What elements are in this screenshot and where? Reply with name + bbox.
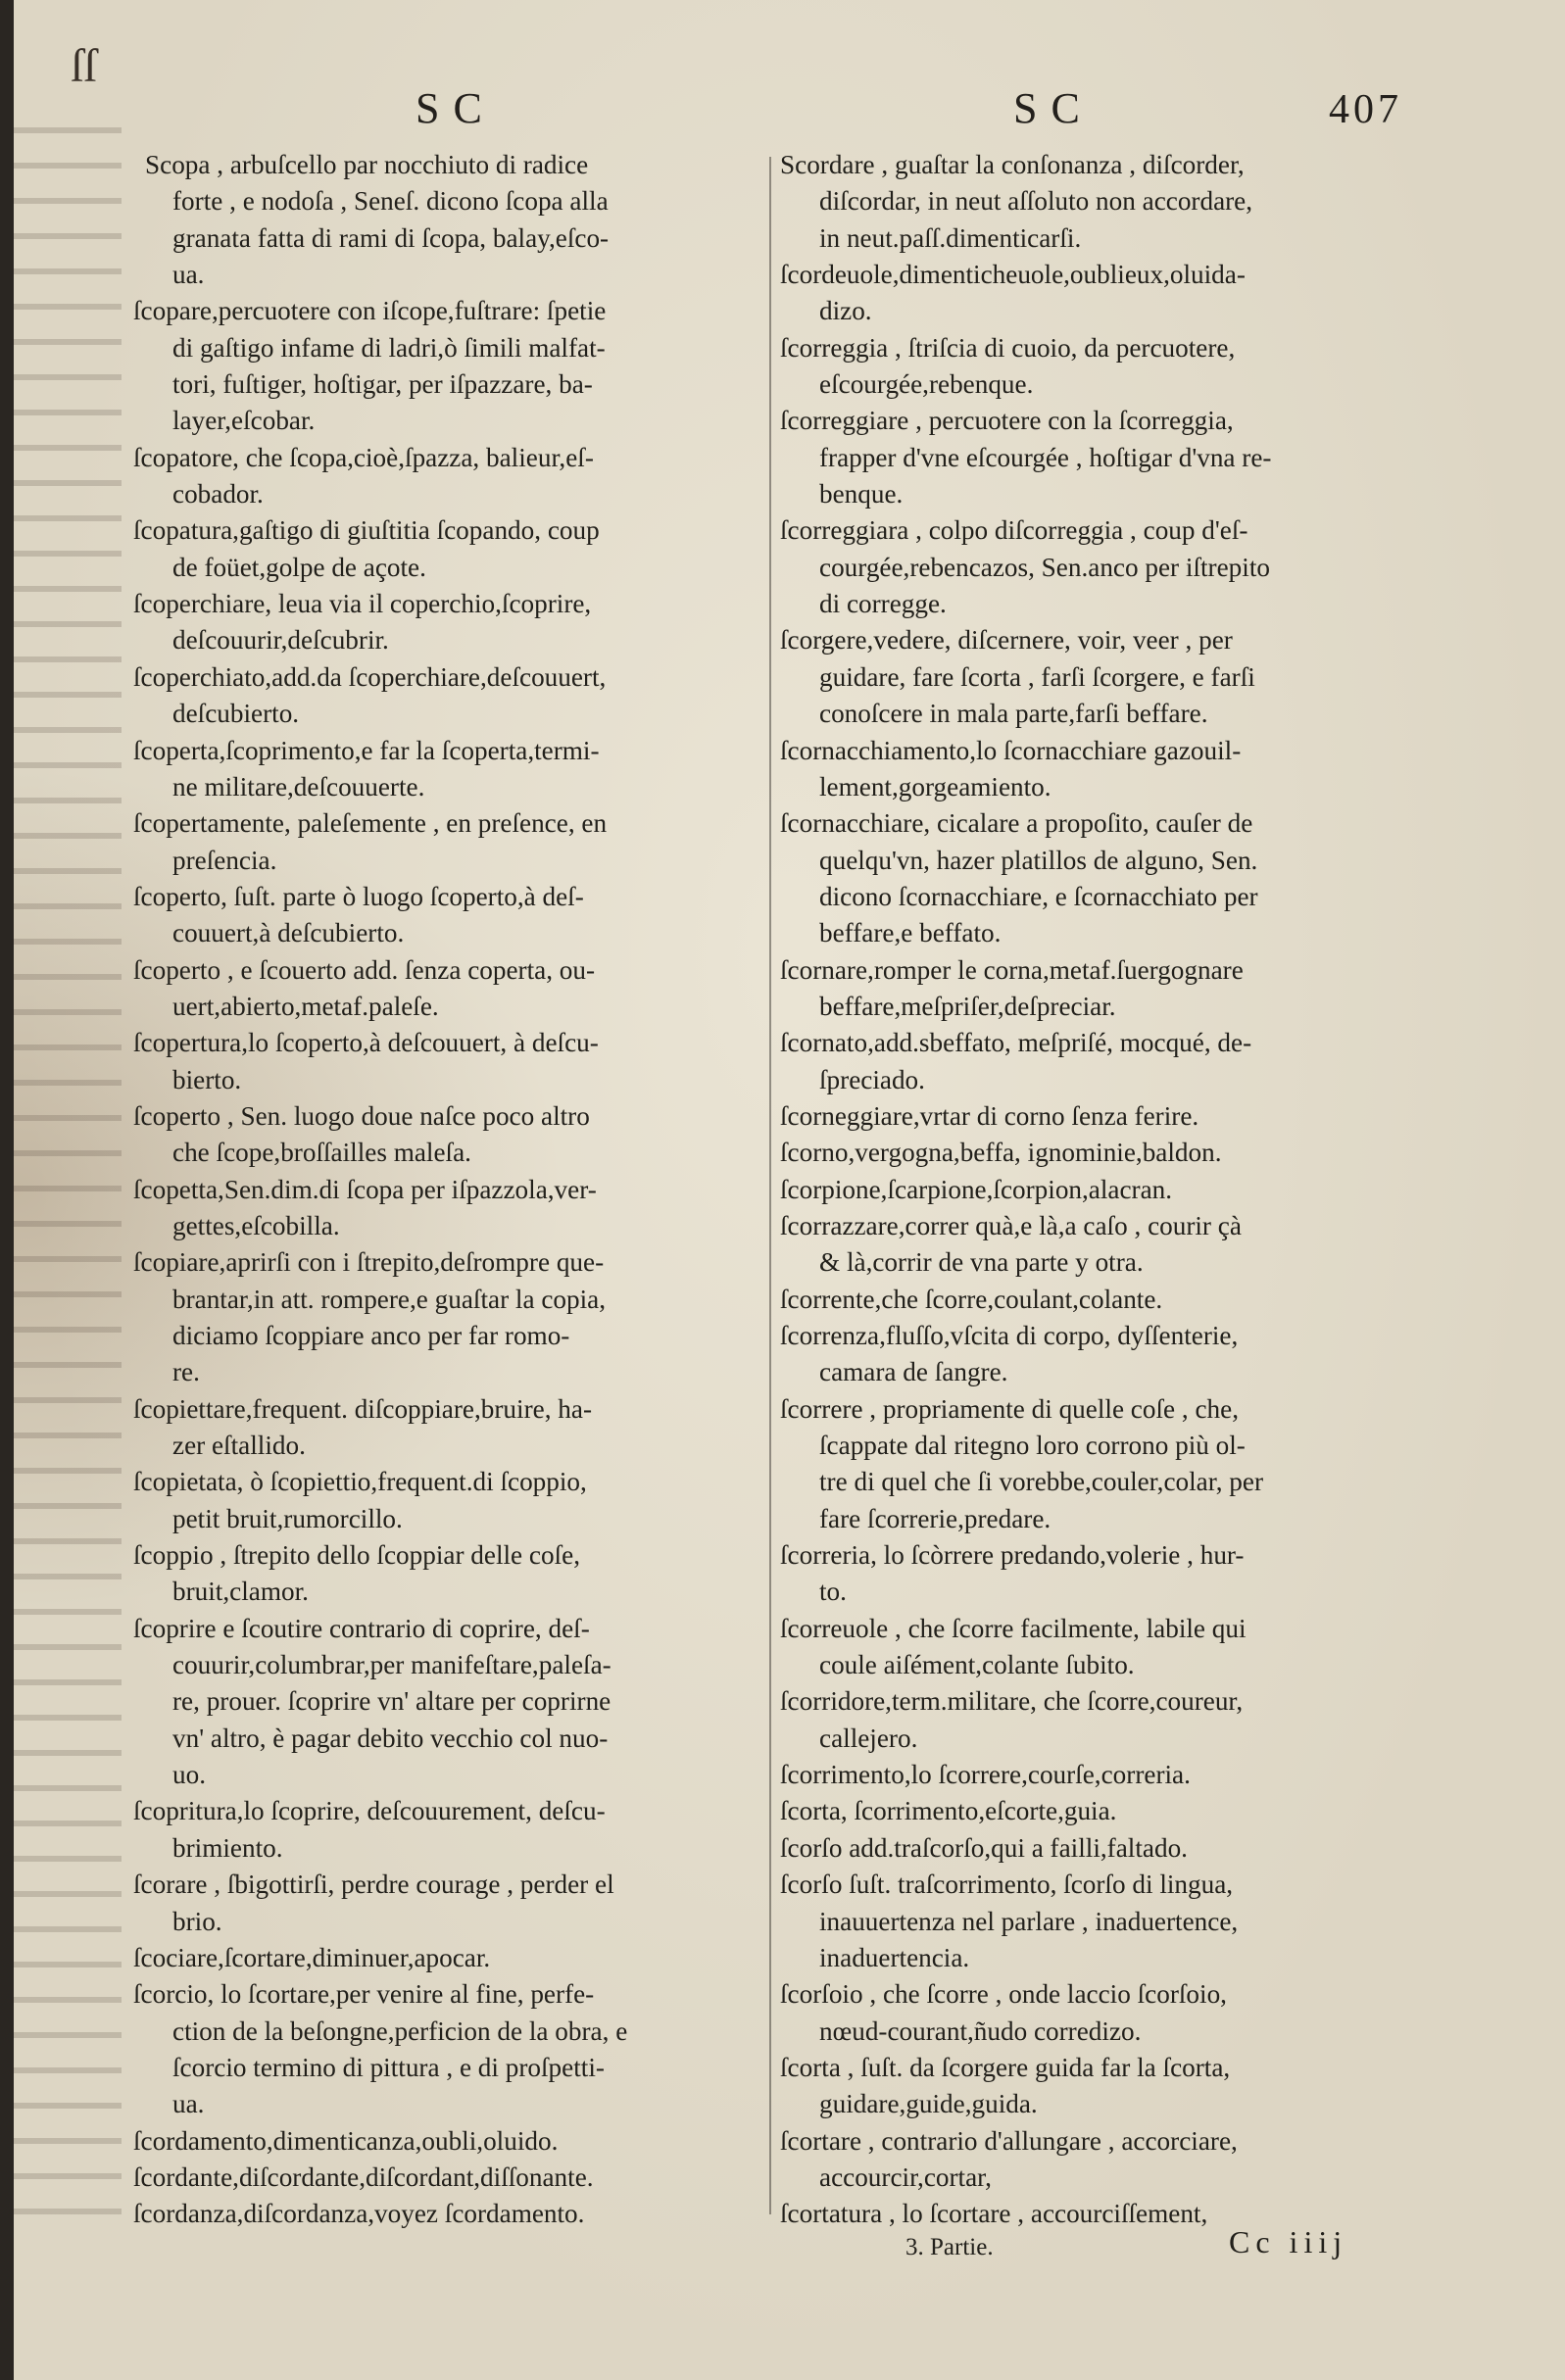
entry-line: ſcorſoio , che ſcorre , onde laccio ſcorſoio, — [780, 1979, 1227, 2010]
entry-line: ſcorrenza,fluſſo,vſcita di corpo, dyſſenterie, — [780, 1321, 1239, 1350]
entry-line: guidare,guide,guida. — [819, 2089, 1038, 2119]
running-head-right: SC — [1013, 84, 1094, 132]
entry-line: forte , e nodoſa , Seneſ. dicono ſcopa alla — [172, 186, 609, 217]
entry-line: uert,abierto,metaf.paleſe. — [172, 991, 439, 1021]
entry-line: ſcopatore, che ſcopa,cioè,ſpazza, balieur,eſ- — [133, 442, 594, 472]
entry-line: ction de la beſongne,perficion de la obra, e — [172, 2016, 628, 2046]
entry-line: coule aiſément,colante ſubito. — [819, 1650, 1135, 1680]
entry-line: ſcoperto, ſuſt. parte ò luogo ſcoperto,à deſ- — [133, 881, 584, 911]
entry-line: tre di quel che ſi vorebbe,couler,colar, per — [819, 1467, 1264, 1497]
entry-line: diſcordar, in neut aſſoluto non accordare, — [819, 186, 1253, 217]
entry-line: ſcopietata, ò ſcopiettio,frequent.di ſcoppio, — [133, 1467, 587, 1497]
entry-line: ſcorrente,che ſcorre,coulant,colante. — [780, 1284, 1163, 1314]
entry-line: ſcopiare,aprirſi con i ſtrepito,deſrompre que- — [133, 1247, 605, 1278]
entry-line: tori, fuſtiger, hoſtigar, per iſpazzare, ba- — [172, 369, 593, 400]
entry-line: in neut.paſſ.dimenticarſi. — [819, 222, 1082, 253]
entry-line: ſcorſo ſuſt. traſcorrimento, ſcorſo di lingua, — [780, 1870, 1234, 1900]
entry-line: ſcordamento,dimenticanza,oubli,oluido. — [133, 2125, 559, 2156]
entry-line: ſcoperto , e ſcouerto add. ſenza coperta, ou- — [133, 954, 596, 985]
entry-line: cobador. — [172, 479, 264, 510]
entry-line: ſpreciado. — [819, 1064, 925, 1094]
running-head-left: SC — [416, 84, 496, 132]
right-column — [780, 147, 1422, 2233]
part-label: 3. Partie. — [905, 2234, 994, 2260]
entry-line: ſcorcio, lo ſcortare,per venire al fine, perfe- — [133, 1979, 595, 2010]
entry-line: callejero. — [819, 1723, 918, 1753]
entry-line: inauuertenza nel parlare , inaduertence, — [819, 1906, 1239, 1936]
entry-line: couurir,columbrar,per manifeſtare,paleſa- — [172, 1650, 611, 1680]
entry-line: di gaſtigo infame di ladri,ò ſimili malfat- — [172, 332, 606, 363]
left-column — [133, 147, 760, 2233]
entry-line: ſcordante,diſcordante,diſcordant,diſſonante. — [133, 2161, 594, 2192]
entry-line: ſcoppio , ſtrepito dello ſcoppiar delle coſe, — [133, 1540, 581, 1571]
entry-line: ſcorcio termino di pittura , e di proſpetti- — [172, 2052, 605, 2082]
entry-line: ſcorreggiara , colpo diſcorreggia , coup d'eſ- — [780, 515, 1248, 546]
entry-line: accourcir,cortar, — [819, 2161, 992, 2192]
entry-line: ſcoprire e ſcoutire contrario di coprire, deſ- — [133, 1613, 590, 1643]
entry-line: dicono ſcornacchiare, e ſcornacchiato per — [819, 881, 1258, 911]
entry-line: gettes,eſcobilla. — [172, 1210, 340, 1240]
entry-line: ſcorta, ſcorrimento,eſcorte,guia. — [780, 1796, 1117, 1826]
entry-line: ſcopiettare,frequent. diſcoppiare,bruire, ha- — [133, 1393, 593, 1424]
entry-line: bruit,clamor. — [172, 1577, 309, 1607]
entry-line: & là,corrir de vna parte y otra. — [819, 1247, 1144, 1278]
entry-line: ſcorno,vergogna,beffa, ignominie,baldon. — [780, 1138, 1222, 1168]
entry-line: ne militare,deſcouuerte. — [172, 771, 425, 801]
entry-line: re. — [172, 1357, 200, 1387]
entry-line: ſcorreggiare , percuotere con la ſcorreggia, — [780, 406, 1234, 436]
entry-line: ſcoperto , Sen. luogo doue naſce poco altro — [133, 1100, 590, 1131]
entry-line: ſcorreuole , che ſcorre facilmente, labile qui — [780, 1613, 1247, 1643]
entry-line: vn' altro, è pagar debito vecchio col nuo- — [172, 1723, 609, 1753]
entry-line: preſencia. — [172, 845, 277, 875]
entry-line: deſcouurir,deſcubrir. — [172, 625, 389, 656]
entry-line: ſcopatura,gaſtigo di giuſtitia ſcopando, coup — [133, 515, 600, 546]
entry-line: ſcornato,add.sbeffato, meſpriſé, mocqué, de- — [780, 1028, 1252, 1058]
facing-page-edge — [14, 127, 122, 2234]
entry-line: benque. — [819, 479, 904, 510]
entry-line: guidare, fare ſcorta , farſi ſcorgere, e farſi — [819, 661, 1255, 692]
signature-mark: Cc iiij — [1229, 2224, 1348, 2259]
entry-line: couuert,à deſcubierto. — [172, 918, 405, 948]
entry-line: ſcorare , ſbigottirſi, perdre courage , perder el — [133, 1870, 614, 1900]
dictionary-page — [14, 0, 1565, 2380]
entry-line: ſcorpione,ſcarpione,ſcorpion,alacran. — [780, 1174, 1173, 1204]
entry-line: che ſcope,broſſailles maleſa. — [172, 1138, 471, 1168]
entry-line: ſcopertamente, paleſemente , en preſence, en — [133, 808, 608, 839]
entry-line: ua. — [172, 260, 205, 290]
entry-line: ua. — [172, 2089, 205, 2119]
entry-line: ſcopetta,Sen.dim.di ſcopa per iſpazzola,ver- — [133, 1174, 597, 1204]
entry-line: ſcorrazzare,correr quà,e là,a caſo , courir çà — [780, 1210, 1242, 1240]
entry-line: granata fatta di rami di ſcopa, balay,eſco- — [172, 222, 610, 253]
entry-line: ſcorgere,vedere, diſcernere, voir, veer , per — [780, 625, 1233, 656]
entry-line: frapper d'vne eſcourgée , hoſtigar d'vna re- — [819, 442, 1272, 472]
entry-line: inaduertencia. — [819, 1942, 970, 1972]
entry-line: deſcubierto. — [172, 699, 300, 729]
entry-line: ſcorreggia , ſtriſcia di cuoio, da percuotere, — [780, 332, 1236, 363]
entry-line: ſcorſo add.traſcorſo,qui a failli,faltado. — [780, 1832, 1188, 1863]
entry-line: ſcopritura,lo ſcoprire, deſcouurement, deſcu- — [133, 1796, 606, 1826]
entry-line: courgée,rebencazos, Sen.anco per iſtrepito — [819, 552, 1270, 582]
entry-line: fare ſcorrerie,predare. — [819, 1503, 1051, 1533]
entry-line: brimiento. — [172, 1832, 283, 1863]
entry-line: camara de ſangre. — [819, 1357, 1008, 1387]
entry-line: ſcorrere , propriamente di quelle coſe , che, — [780, 1393, 1240, 1424]
entry-line: quelqu'vn, hazer platillos de alguno, Sen. — [819, 845, 1258, 875]
entry-line: petit bruit,rumorcillo. — [172, 1503, 403, 1533]
entry-line: ſcornacchiamento,lo ſcornacchiare gazouil- — [780, 735, 1242, 765]
entry-line: ſcorreria, lo ſcòrrere predando,volerie , hur- — [780, 1540, 1245, 1571]
entry-line: de foüet,golpe de açote. — [172, 552, 426, 582]
entry-line: ſcoperta,ſcoprimento,e far la ſcoperta,termi- — [133, 735, 600, 765]
entry-line: re, prouer. ſcoprire vn' altare per coprirne — [172, 1686, 611, 1717]
entry-line: beffare,meſpriſer,deſpreciar. — [819, 991, 1116, 1021]
entry-line: ſcoperchiare, leua via il coperchio,ſcoprire, — [133, 589, 592, 619]
entry-line: brio. — [172, 1906, 222, 1936]
entry-line: ſcopare,percuotere con iſcope,fuſtrare: ſpetie — [133, 296, 607, 326]
entry-line: ſcappate dal ritegno loro corrono più ol- — [819, 1431, 1246, 1461]
entry-line: Scopa , arbuſcello par nocchiuto di radice — [145, 150, 589, 179]
entry-line: ſcortare , contrario d'allungare , accorciare, — [780, 2125, 1238, 2156]
entry-line: uo. — [172, 1760, 206, 1790]
entry-line: ſcordanza,diſcordanza,voyez ſcordamento. — [133, 2199, 585, 2229]
entry-line: ſcortatura , lo ſcortare , accourciſſement, — [780, 2199, 1208, 2229]
entry-line: ſcoperchiato,add.da ſcoperchiare,deſcouuert, — [133, 661, 607, 692]
entry-line: conoſcere in mala parte,farſi beffare. — [819, 699, 1208, 729]
entry-line: Scordare , guaſtar la conſonanza , diſcorder, — [780, 150, 1245, 179]
entry-line: zer eſtallido. — [172, 1431, 306, 1461]
entry-line: ſcorridore,term.militare, che ſcorre,coureur, — [780, 1686, 1244, 1717]
entry-line: lement,gorgeamiento. — [819, 771, 1051, 801]
entry-line: ſcordeuole,dimenticheuole,oublieux,oluida- — [780, 260, 1246, 290]
entry-line: ſcorneggiare,vrtar di corno ſenza ferire. — [780, 1100, 1199, 1131]
entry-line: to. — [819, 1577, 847, 1607]
column-divider — [769, 157, 771, 2214]
entry-line: beffare,e beffato. — [819, 918, 1002, 948]
entry-line: ſcopertura,lo ſcoperto,à deſcouuert, à deſcu- — [133, 1028, 599, 1058]
margin-mark: ſſ — [71, 40, 97, 92]
entry-line: ſcornacchiare, cicalare a propoſito, cauſer de — [780, 808, 1253, 839]
entry-line: di corregge. — [819, 589, 947, 619]
entry-line: eſcourgée,rebenque. — [819, 369, 1034, 400]
entry-line: layer,eſcobar. — [172, 406, 316, 436]
entry-line: ſcorrimento,lo ſcorrere,courſe,correria. — [780, 1760, 1191, 1790]
entry-line: bierto. — [172, 1064, 242, 1094]
entry-line: ſcorta , ſuſt. da ſcorgere guida far la ſcorta, — [780, 2052, 1231, 2082]
entry-line: ſcociare,ſcortare,diminuer,apocar. — [133, 1942, 491, 1972]
entry-line: dizo. — [819, 296, 872, 326]
entry-line: nœud-courant,ñudo corredizo. — [819, 2016, 1142, 2046]
entry-line: ſcornare,romper le corna,metaf.ſuergognare — [780, 954, 1244, 985]
entry-line: diciamo ſcoppiare anco per far romo- — [172, 1321, 570, 1350]
page-number: 407 — [1329, 87, 1402, 132]
entry-line: brantar,in att. rompere,e guaſtar la copia, — [172, 1284, 607, 1314]
